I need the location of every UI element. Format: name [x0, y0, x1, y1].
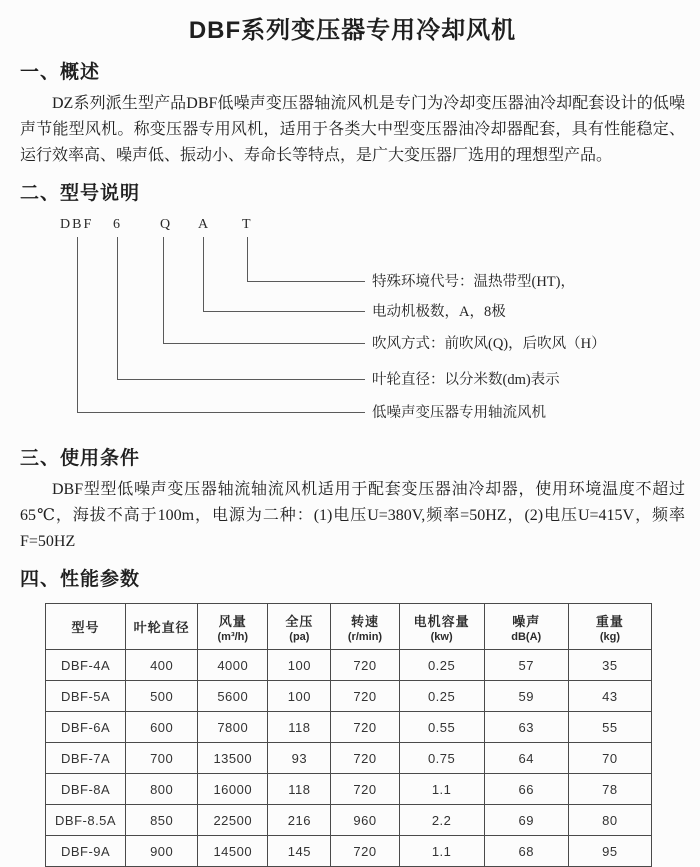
table-cell: 700	[126, 743, 198, 774]
branch-line	[77, 237, 365, 413]
table-cell: 7800	[198, 712, 268, 743]
table-cell: 5600	[198, 681, 268, 712]
table-cell: 70	[568, 743, 651, 774]
column-name: 全压	[285, 613, 314, 629]
table-cell: 100	[268, 681, 331, 712]
model-code-part: 6	[113, 217, 122, 232]
column-unit: (pa)	[289, 630, 310, 643]
table-row	[46, 743, 652, 774]
column-header	[484, 604, 568, 650]
table-cell: 400	[126, 650, 198, 681]
branch-label: 特殊环境代号：温热带型(HT)，	[372, 274, 575, 290]
column-header	[46, 604, 126, 650]
column-header	[399, 604, 484, 650]
table-cell: 43	[568, 681, 651, 712]
table-body	[46, 650, 652, 867]
column-name: 重量	[595, 613, 624, 629]
table-cell: DBF-9A	[46, 836, 126, 867]
table-cell: 118	[268, 774, 331, 805]
table-cell: 63	[484, 712, 568, 743]
performance-table	[45, 603, 652, 867]
table-cell: 55	[568, 712, 651, 743]
table-cell: 800	[126, 774, 198, 805]
overview-paragraph: DZ系列派生型产品DBF低噪声变压器轴流风机是专门为冷却变压器油冷却配套设计的低噪声节能型风机。称变压器专用风机，适用于各类大中型变压器油冷却器配套，具有性能稳定、运行效率高、噪声低、振动小、寿命长等特点，是广大变压器厂选用的理想型产品。	[20, 95, 685, 164]
table-cell: 2.2	[399, 805, 484, 836]
table-row	[46, 681, 652, 712]
model-code-part: DBF	[60, 217, 94, 232]
table-cell: 35	[568, 650, 651, 681]
table-cell: 145	[268, 836, 331, 867]
table-cell: 0.75	[399, 743, 484, 774]
table-cell: 57	[484, 650, 568, 681]
table-cell: 93	[268, 743, 331, 774]
table-cell: 500	[126, 681, 198, 712]
column-name: 型号	[71, 620, 100, 635]
section-heading-conditions: 三、使用条件	[20, 448, 141, 469]
column-header	[126, 604, 198, 650]
table-cell: 900	[126, 836, 198, 867]
table-cell: 1.1	[399, 774, 484, 805]
table-header	[46, 604, 652, 650]
table-cell: 80	[568, 805, 651, 836]
branch-label: 低噪声变压器专用轴流风机	[372, 405, 546, 421]
column-header	[568, 604, 651, 650]
branch-label: 电动机极数，A，8极	[372, 304, 506, 320]
table-cell: 1.1	[399, 836, 484, 867]
table-cell: 69	[484, 805, 568, 836]
section-heading-model: 二、型号说明	[20, 183, 141, 204]
table-cell: 118	[268, 712, 331, 743]
table-cell: 0.25	[399, 681, 484, 712]
table-cell: 720	[331, 836, 399, 867]
table-cell: 22500	[198, 805, 268, 836]
table-cell: 59	[484, 681, 568, 712]
column-header	[198, 604, 268, 650]
table-cell: 216	[268, 805, 331, 836]
table-row	[46, 650, 652, 681]
table-cell: 0.55	[399, 712, 484, 743]
section-heading-overview: 一、概述	[20, 62, 101, 83]
column-header	[331, 604, 399, 650]
table-cell: 720	[331, 774, 399, 805]
table-cell: 64	[484, 743, 568, 774]
column-header	[268, 604, 331, 650]
column-name: 叶轮直径	[133, 620, 190, 635]
table-cell: DBF-4A	[46, 650, 126, 681]
branch-label: 吹风方式：前吹风(Q)，后吹风（H）	[372, 336, 606, 352]
branch-label: 叶轮直径：以分米数(dm)表示	[372, 372, 560, 388]
table-cell: 720	[331, 712, 399, 743]
table-cell: 720	[331, 743, 399, 774]
table-cell: 4000	[198, 650, 268, 681]
page-title: DBF系列变压器专用冷却风机	[188, 17, 517, 44]
column-unit: (kw)	[430, 630, 453, 643]
table-cell: DBF-8.5A	[46, 805, 126, 836]
table-cell: 720	[331, 681, 399, 712]
table-row	[46, 712, 652, 743]
table-cell: DBF-5A	[46, 681, 126, 712]
table-cell: 600	[126, 712, 198, 743]
table-cell: 850	[126, 805, 198, 836]
table-cell: DBF-7A	[46, 743, 126, 774]
table-cell: DBF-6A	[46, 712, 126, 743]
column-name: 转速	[350, 613, 379, 629]
table-row	[46, 805, 652, 836]
table-cell: 720	[331, 650, 399, 681]
model-code-part: A	[198, 217, 211, 232]
table-cell: 14500	[198, 836, 268, 867]
column-name: 噪声	[512, 613, 541, 629]
table-row	[46, 836, 652, 867]
table-header-row	[46, 604, 652, 650]
table-row	[46, 774, 652, 805]
table-cell: 78	[568, 774, 651, 805]
model-code-part: T	[242, 217, 253, 232]
column-unit: (m³/h)	[217, 630, 249, 643]
table-cell: 0.25	[399, 650, 484, 681]
column-unit: (r/min)	[347, 630, 383, 643]
table-cell: DBF-8A	[46, 774, 126, 805]
model-code-part: Q	[160, 217, 173, 232]
section-heading-performance: 四、性能参数	[20, 569, 141, 590]
column-name: 电机容量	[413, 613, 470, 629]
table-cell: 16000	[198, 774, 268, 805]
table-cell: 960	[331, 805, 399, 836]
column-unit: dB(A)	[511, 630, 542, 643]
table-cell: 95	[568, 836, 651, 867]
table-cell: 13500	[198, 743, 268, 774]
table-cell: 68	[484, 836, 568, 867]
table-cell: 100	[268, 650, 331, 681]
model-code-diagram	[20, 212, 685, 434]
conditions-paragraph: DBF型型低噪声变压器轴流轴流风机适用于配套变压器油冷却器，使用环境温度不超过65℃，海拔不高于100m，电源为二种：(1)电压U=380V,频率=50HZ，(2)电压U=415V，频率F=50HZ	[20, 481, 685, 550]
column-unit: (kg)	[599, 630, 620, 643]
table-cell: 66	[484, 774, 568, 805]
column-name: 风量	[218, 613, 247, 629]
